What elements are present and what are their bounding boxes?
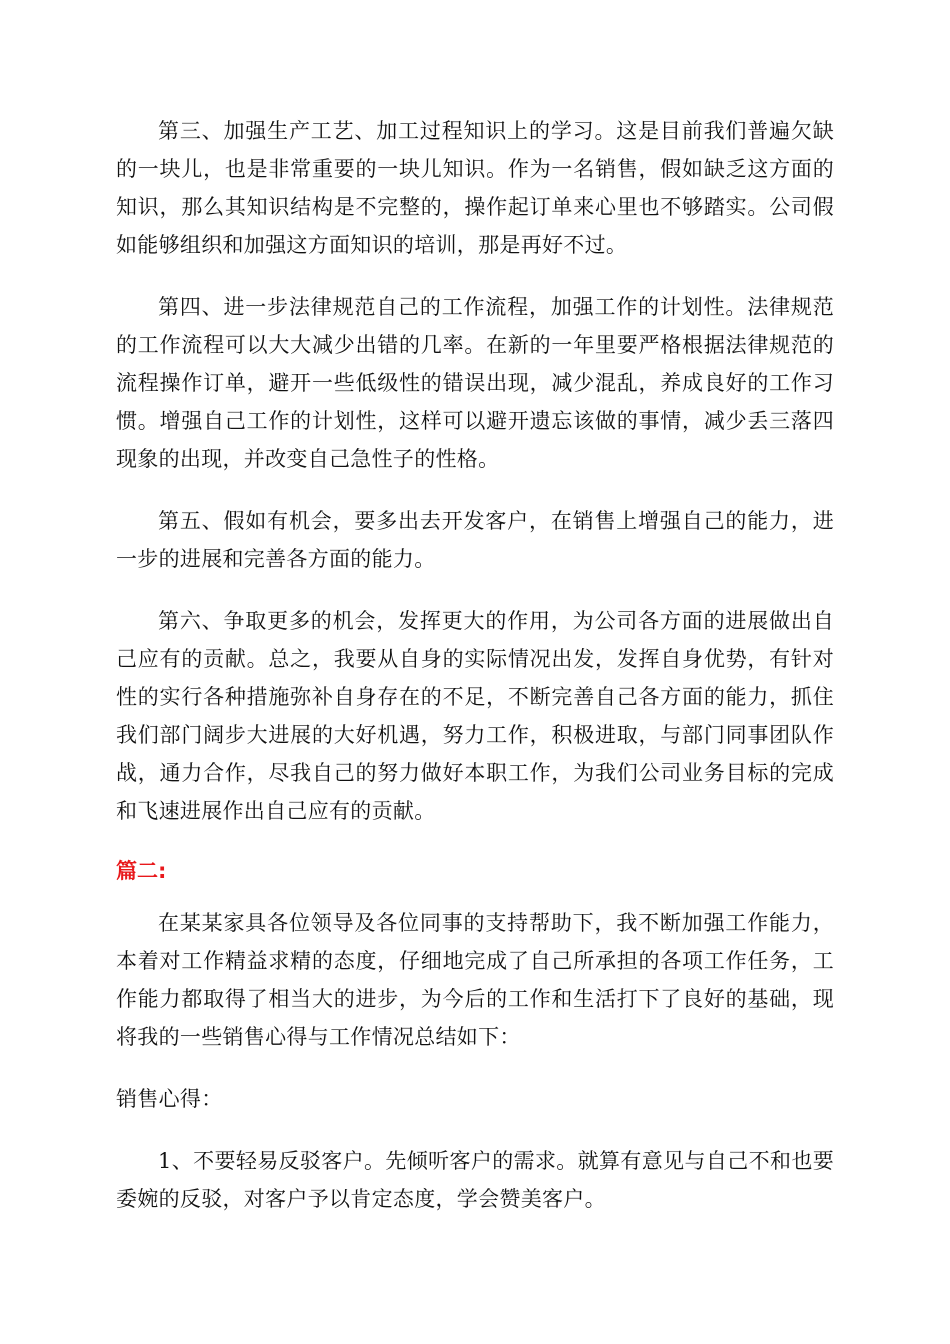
section-heading: 篇二:	[116, 859, 167, 883]
paragraph-third-point: 第三、加强生产工艺、加工过程知识上的学习。这是目前我们普遍欠缺的一块儿，也是非常重要的一块儿知识。作为一名销售，假如缺乏这方面的知识，那么其知识结构是不完整的，操作起订单来心里也不够踏实。公司假如能够组织和加强这方面知识的培训，那是再好不过。	[116, 119, 834, 257]
paragraph-intro: 在某某家具各位领导及各位同事的支持帮助下，我不断加强工作能力，本着对工作精益求精的态度，仔细地完成了自己所承担的各项工作任务，工作能力都取得了相当大的进步，为今后的工作和生活打下了良好的基础，现将我的一些销售心得与工作情况总结如下：	[116, 911, 834, 1049]
paragraph-fourth-point: 第四、进一步法律规范自己的工作流程，加强工作的计划性。法律规范的工作流程可以大大减少出错的几率。在新的一年里要严格根据法律规范的流程操作订单，避开一些低级性的错误出现，减少混乱，养成良好的工作习惯。增强自己工作的计划性，这样可以避开遗忘该做的事情，减少丢三落四现象的出现，并改变自己急性子的性格。	[116, 295, 834, 471]
paragraph-fifth-point: 第五、假如有机会，要多出去开发客户，在销售上增强自己的能力，进一步的进展和完善各方面的能力。	[116, 509, 834, 571]
document-page	[116, 112, 834, 1218]
paragraph-point-1: 1、不要轻易反驳客户。先倾听客户的需求。就算有意见与自己不和也要委婉的反驳，对客户予以肯定态度，学会赞美客户。	[116, 1149, 834, 1211]
paragraph-sixth-point: 第六、争取更多的机会，发挥更大的作用，为公司各方面的进展做出自己应有的贡献。总之，我要从自身的实际情况出发，发挥自身优势，有针对性的实行各种措施弥补自身存在的不足，不断完善自己各方面的能力，抓住我们部门阔步大进展的大好机遇，努力工作，积极进取，与部门同事团队作战，通力合作，尽我自己的努力做好本职工作，为我们公司业务目标的完成和飞速进展作出自己应有的贡献。	[116, 609, 834, 823]
subheading-sales-experience: 销售心得：	[116, 1087, 223, 1111]
